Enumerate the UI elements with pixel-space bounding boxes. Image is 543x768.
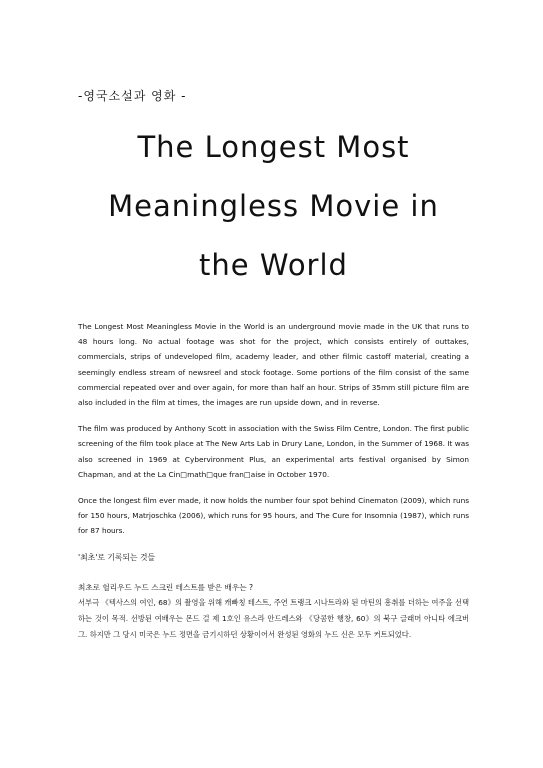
paragraph-production: The film was produced by Anthony Scott in association with the Swiss Film Centre, London. The first public screening of the film took place at The New Arts Lab in Drury Lane, London, in the Summer of 1968. It was also screened in 1969 at Cybervironment Plus, an experimental arts festival organised by Simon Chapman, and at the La Cin□math□que fran□aise in October 1970. — [78, 424, 469, 479]
question-line: 최초로 헐리우드 누드 스크린 테스트를 받은 배우는 ? — [78, 582, 253, 592]
paragraph-intro: The Longest Most Meaningless Movie in the World is an underground movie made in the UK that runs to 48 hours long. No actual footage was shot for the project, which consists entirely of outtakes, commercials, strips of undeveloped film, academy leader, and other filmic castoff material, creating a seemingly endless stream of newsreel and stock footage. Some portions of the film consist of the same commercial repeated over and over again, for more than half an hour. Strips of 35mm still picture film are also included in the film at times, the images are run upside down, and in reverse. — [78, 322, 469, 408]
title-line-3: the World — [199, 248, 348, 282]
paragraph-ranking: Once the longest film ever made, it now holds the number four spot behind Cinematon (2009), which runs for 150 hours, Matrjoschka (2006), which runs for 95 hours, and The Cure for Insomnia (1987), which runs for 87 hours. — [78, 496, 469, 536]
section-heading: '최초'로 기록되는 것들 — [78, 552, 156, 562]
title-line-2: Meaningless Movie in — [108, 189, 439, 223]
document-title — [78, 118, 469, 295]
subtitle: -영국소설과 영화 - — [78, 89, 187, 103]
title-line-1: The Longest Most — [137, 130, 410, 164]
korean-paragraph: 서부극 《텍사스의 여인, 68》의 촬영을 위해 캐빠칭 테스트, 주연 트랭크 시나트라와 된 마틴의 흥취를 더하는 여주을 선택하는 것이 목적. 선방된 여배우는 몬드 걸 제 1호인 유스라 안드레스와 《당콤한 행창, 60》의 북구 글래머 아니타 에크버그. 하지만 그 당시 미국은 누드 정면을 금기시하던 상황이어서 완성된 영화의 누드 신은 모두 커트되었다. — [78, 597, 469, 639]
